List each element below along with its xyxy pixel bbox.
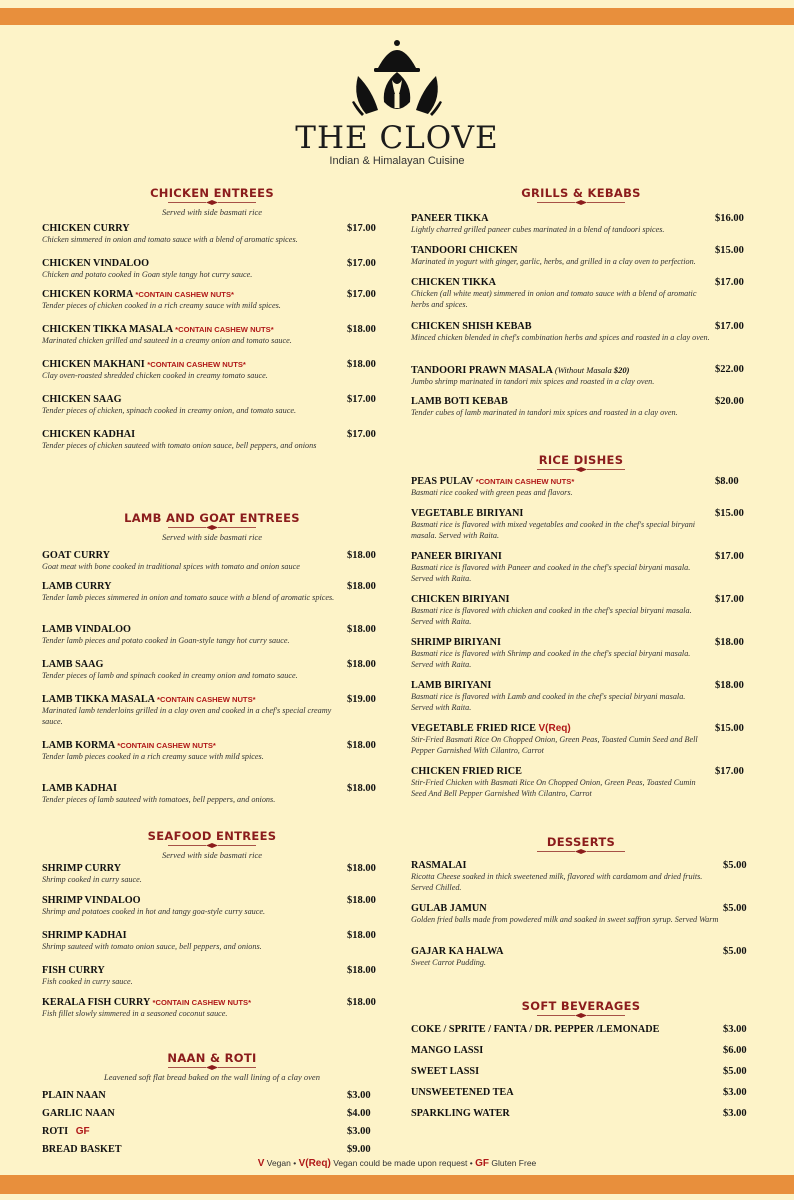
legend-vegan-request-text: Vegan could be made upon request • [333,1158,473,1168]
menu-item [42,863,382,886]
lamb-goat-section [42,511,382,542]
item-name: LAMB KORMA [42,740,115,751]
item-name: SWEET LASSI [411,1066,480,1077]
item-description: Chicken simmered in onion and tomato sauce with a blend of aromatic spices. [42,235,298,244]
menu-item [411,551,744,584]
item-note: (Without Masala [554,365,614,375]
menu-item [411,766,744,799]
item-name: PANEER TIKKA [411,213,489,224]
rice-dishes-section [411,453,751,472]
item-price: $18.00 [347,895,376,906]
section-subtitle: Served with side basmati rice [161,207,263,217]
item-description: Tender pieces of lamb and spinach cooked in creamy onion and tomato sauce. [42,671,298,680]
item-name: PANEER BIRIYANI [411,551,502,562]
item-description: Clay oven-roasted shredded chicken cooked in creamy tomato sauce. [42,371,268,380]
item-name: VEGETABLE FRIED RICE [411,723,536,734]
item-price: $18.00 [347,324,376,335]
item-description: Minced chicken blended in chef's combination herbs and spices and roasted in a clay oven. [411,333,710,342]
item-name: LAMB TIKKA MASALA [42,694,155,705]
menu-item [411,680,744,713]
item-name: GARLIC NAAN [42,1108,115,1119]
section-subtitle: Served with side basmati rice [161,850,263,860]
bottom-accent-bar [0,1175,794,1194]
item-name: CHICKEN TIKKA MASALA [42,324,173,335]
allergen-note: *CONTAIN CASHEW NUTS* [117,741,216,750]
item-price: $22.00 [715,364,744,375]
item-price: $15.00 [715,723,744,734]
seafood-section [42,829,382,860]
section-title: LAMB AND GOAT ENTREES [124,511,300,525]
item-price: $18.00 [347,863,376,874]
menu-item [411,476,751,499]
allergen-note: *CONTAIN CASHEW NUTS* [147,360,246,369]
item-description: Fish cooked in curry sauce. [42,977,133,986]
item-description: Goat meat with bone cooked in traditional spices with tomato and onion sauce [42,562,300,571]
item-description: Shrimp and potatoes cooked in hot and tangy goa-style curry sauce. [42,907,266,916]
menu-item [411,396,751,419]
menu-item [411,1108,751,1120]
section-title: SOFT BEVERAGES [521,999,641,1013]
item-price: $17.00 [715,277,744,288]
item-description: Chicken and potato cooked in Goan style tangy hot curry sauce. [42,270,253,279]
item-description: Sweet Carrot Pudding. [411,958,486,967]
legend-gluten-free-key: GF [475,1158,490,1169]
item-description: Stir-Fried Basmati Rice On Chopped Onion, Green Peas, Toasted Cumin Seed and Bell Pepper Garnished With Cilantro, Carrot [411,735,698,755]
item-price: $5.00 [723,1066,747,1077]
section-title: CHICKEN ENTREES [150,186,274,200]
item-price: $18.00 [347,997,376,1008]
grills-kebabs-section [411,186,751,205]
menu-item [42,783,382,806]
item-price: $20.00 [715,396,744,407]
menu-item [411,321,744,344]
menu-item [42,1108,382,1120]
allergen-note: *CONTAIN CASHEW NUTS* [157,695,256,704]
item-price: $3.00 [347,1090,371,1101]
gluten-free-tag: GF [75,1126,90,1137]
item-name: LAMB SAAG [42,659,104,670]
naan-roti-section [42,1051,382,1082]
menu-item [42,624,382,647]
item-description: Tender cubes of lamb marinated in tandori mix spices and roasted in a clay oven. [411,408,678,417]
menu-item [411,1066,751,1078]
item-price: $16.00 [715,213,744,224]
menu-item [42,930,382,953]
item-name: CHICKEN FRIED RICE [411,766,522,777]
section-subtitle: Served with side basmati rice [161,532,263,542]
item-price: $18.00 [347,965,376,976]
flourish-divider-icon [166,200,258,205]
menu-item [42,289,382,312]
item-price: $5.00 [723,903,747,914]
menu-item [411,364,751,388]
item-price: $17.00 [347,429,376,440]
item-price: $19.00 [347,694,376,705]
menu-item [411,860,747,893]
item-description: Fish fillet slowly simmered in a seasoned coconut sauce. [42,1009,228,1018]
cloche-leaf-logo-icon [348,32,446,122]
item-price: $4.00 [347,1108,371,1119]
legend-vegan-text: Vegan • [266,1158,297,1168]
item-price: $18.00 [715,637,744,648]
item-description: Basmati rice is flavored with chicken and cooked in the chef's special biryani masala. Served with Raita. [411,606,692,626]
chicken-entrees-section [42,186,382,217]
menu-item [42,223,382,246]
item-price: $3.00 [723,1087,747,1098]
item-name: SPARKLING WATER [411,1108,510,1119]
item-price: $17.00 [347,289,376,300]
menu-item [411,594,744,627]
menu-item [42,581,376,604]
menu-item [42,965,382,988]
item-description: Lightly charred grilled paneer cubes marinated in a blend of tandoori spices. [411,225,665,234]
item-description: Tender pieces of chicken, spinach cooked in creamy onion, and tomato sauce. [42,406,297,415]
flourish-divider-icon [535,849,627,854]
item-name: CHICKEN BIRIYANI [411,594,510,605]
menu-item [411,1024,751,1036]
item-price: $15.00 [715,245,744,256]
item-price: $17.00 [715,594,744,605]
item-name: LAMB CURRY [42,581,112,592]
section-title: NAAN & ROTI [167,1051,257,1065]
item-description: Chicken (all white meat) simmered in onion and tomato sauce with a blend of aromatic herbs and spices. [411,289,697,309]
item-name: LAMB VINDALOO [42,624,131,635]
section-title: RICE DISHES [538,453,624,467]
item-price: $18.00 [347,740,376,751]
item-name: PLAIN NAAN [42,1090,106,1101]
restaurant-tagline: Indian & Himalayan Cuisine [329,155,465,167]
item-name: UNSWEETENED TEA [411,1087,514,1098]
item-note-price: $20) [613,365,630,375]
item-name: BREAD BASKET [42,1144,122,1155]
menu-item [411,1045,751,1057]
menu-item [42,550,382,573]
item-description: Jumbo shrimp marinated in tandori mix spices and roasted in a clay oven. [411,377,655,386]
item-name: LAMB BIRIYANI [411,680,492,691]
allergen-note: *CONTAIN CASHEW NUTS* [175,325,274,334]
item-price: $18.00 [715,680,744,691]
item-price: $3.00 [723,1024,747,1035]
flourish-divider-icon [535,1013,627,1018]
item-name: KERALA FISH CURRY [42,997,150,1008]
section-title: SEAFOOD ENTREES [147,829,277,843]
legend-gluten-free-text: Gluten Free [491,1158,537,1168]
desserts-section [411,835,751,854]
menu-item [42,1144,382,1156]
item-price: $18.00 [347,359,376,370]
item-price: $18.00 [347,581,376,592]
item-description: Tender lamb pieces cooked in a rich creamy sauce with mild spices. [42,752,264,761]
item-description: Basmati rice is flavored with Shrimp and cooked in the chef's special biryani masala. Served with Raita. [411,649,691,669]
item-price: $9.00 [347,1144,371,1155]
section-title: GRILLS & KEBABS [521,186,641,200]
item-description: Marinated lamb tenderloins grilled in a clay oven and cooked in a chef's special creamy sauce. [42,706,332,726]
item-price: $15.00 [715,508,744,519]
menu-item [411,1087,751,1099]
menu-item [411,277,744,310]
item-name: SHRIMP CURRY [42,863,122,874]
soft-beverages-section [411,999,751,1018]
allergen-note: *CONTAIN CASHEW NUTS* [135,290,234,299]
item-description: Tender pieces of chicken cooked in a rich creamy sauce with mild spices. [42,301,281,310]
item-name: CHICKEN VINDALOO [42,258,150,269]
item-description: Basmati rice is flavored with mixed vegetables and cooked in the chef's special biryani masala. Served with Raita. [411,520,696,540]
menu-item [411,245,751,268]
menu-item [411,723,744,756]
item-name: GOAT CURRY [42,550,111,561]
item-name: CHICKEN CURRY [42,223,130,234]
item-name: SHRIMP VINDALOO [42,895,141,906]
item-name: COKE / SPRITE / FANTA / DR. PEPPER /LEMONADE [411,1024,660,1035]
item-description: Marinated in yogurt with ginger, garlic, herbs, and grilled in a clay oven to perfection. [411,257,696,266]
item-price: $8.00 [715,476,739,487]
menu-item [411,903,747,926]
item-price: $18.00 [347,659,376,670]
legend-vegan-request-key: V(Req) [298,1158,331,1169]
item-price: $17.00 [347,223,376,234]
item-name: GAJAR KA HALWA [411,946,504,957]
item-price: $18.00 [347,550,376,561]
item-price: $18.00 [347,930,376,941]
item-price: $3.00 [723,1108,747,1119]
menu-item [42,324,382,347]
item-name: GULAB JAMUN [411,903,487,914]
item-name: TANDOORI PRAWN MASALA [411,365,553,376]
item-price: $17.00 [715,321,744,332]
item-name: CHICKEN KORMA [42,289,133,300]
item-name: LAMB KADHAI [42,783,117,794]
menu-item [42,997,382,1020]
item-price: $5.00 [723,946,747,957]
item-price: $3.00 [347,1126,371,1137]
item-name: CHICKEN SHISH KEBAB [411,321,532,332]
restaurant-name: THE CLOVE [295,120,499,156]
item-name: VEGETABLE BIRIYANI [411,508,524,519]
menu-item [42,258,382,281]
vegan-request-tag: V(Req) [538,723,571,734]
item-name: TANDOORI CHICKEN [411,245,518,256]
item-name: FISH CURRY [42,965,105,976]
flourish-divider-icon [166,525,258,530]
item-description: Shrimp sauteed with tomato onion sauce, bell peppers, and onions. [42,942,262,951]
item-name: CHICKEN KADHAI [42,429,136,440]
allergen-note: *CONTAIN CASHEW NUTS* [475,477,575,486]
item-description: Tender lamb pieces and potato cooked in Goan-style tangy hot curry sauce. [42,636,290,645]
item-price: $17.00 [347,258,376,269]
item-price: $18.00 [347,624,376,635]
legend-vegan-key: V [257,1158,265,1169]
item-name: SHRIMP BIRIYANI [411,637,501,648]
item-description: Marinated chicken grilled and sauteed in a creamy onion and tomato sauce. [42,336,292,345]
menu-item [42,1090,382,1102]
item-price: $6.00 [723,1045,747,1056]
flourish-divider-icon [166,1065,258,1070]
flourish-divider-icon [535,467,627,472]
item-name: MANGO LASSI [411,1045,484,1056]
menu-item [411,508,744,541]
item-description: Tender pieces of lamb sauteed with tomatoes, bell peppers, and onions. [42,795,276,804]
item-name: PEAS PULAV [411,476,474,487]
dietary-legend [0,1158,794,1169]
menu-item [42,359,382,382]
item-price: $17.00 [715,766,744,777]
menu-item [411,946,751,969]
menu-item [42,429,382,452]
flourish-divider-icon [535,200,627,205]
item-name: CHICKEN SAAG [42,394,122,405]
item-name: CHICKEN MAKHANI [42,359,145,370]
item-name: SHRIMP KADHAI [42,930,127,941]
menu-item [411,637,744,670]
item-description: Shrimp cooked in curry sauce. [42,875,142,884]
item-price: $5.00 [723,860,747,871]
menu-item [42,694,376,727]
menu-item [42,1126,382,1138]
section-subtitle: Leavened soft flat bread baked on the wall lining of a clay oven [104,1072,320,1082]
item-price: $17.00 [715,551,744,562]
item-name: ROTI [42,1126,69,1137]
item-description: Ricotta Cheese soaked in thick sweetened milk, flavored with cardamom and dried fruits. Served Chilled. [411,872,703,892]
item-price: $18.00 [347,783,376,794]
allergen-note: *CONTAIN CASHEW NUTS* [152,998,252,1007]
flourish-divider-icon [166,843,258,848]
section-title: DESSERTS [546,835,616,849]
menu-item [42,740,382,763]
menu-item [411,213,751,236]
top-accent-bar [0,8,794,25]
item-name: RASMALAI [411,860,467,871]
item-name: LAMB BOTI KEBAB [411,396,508,407]
item-price: $17.00 [347,394,376,405]
item-description: Tender lamb pieces simmered in onion and tomato sauce with a blend of aromatic spices. [42,593,335,602]
item-name: CHICKEN TIKKA [411,277,497,288]
menu-item [42,659,382,682]
item-description: Basmati rice is flavored with Paneer and cooked in the chef's special biryani masala. Served with Raita. [411,563,691,583]
item-description: Golden fried balls made from powdered milk and soaked in sweet saffron syrup. Served Warm [411,915,719,924]
menu-item [42,895,382,918]
item-description: Stir-Fried Chicken with Basmati Rice On Chopped Onion, Green Peas, Toasted Cumin Seed And Bell Pepper Garnished With Cilantro, Carrot [411,778,696,798]
item-description: Tender pieces of chicken sauteed with tomato onion sauce, bell peppers, and onions [42,441,317,450]
item-description: Basmati rice cooked with green peas and flavors. [411,488,573,497]
item-description: Basmati rice is flavored with Lamb and cooked in the chef's special biryani masala. Served with Raita. [411,692,686,712]
menu-item [42,394,382,417]
